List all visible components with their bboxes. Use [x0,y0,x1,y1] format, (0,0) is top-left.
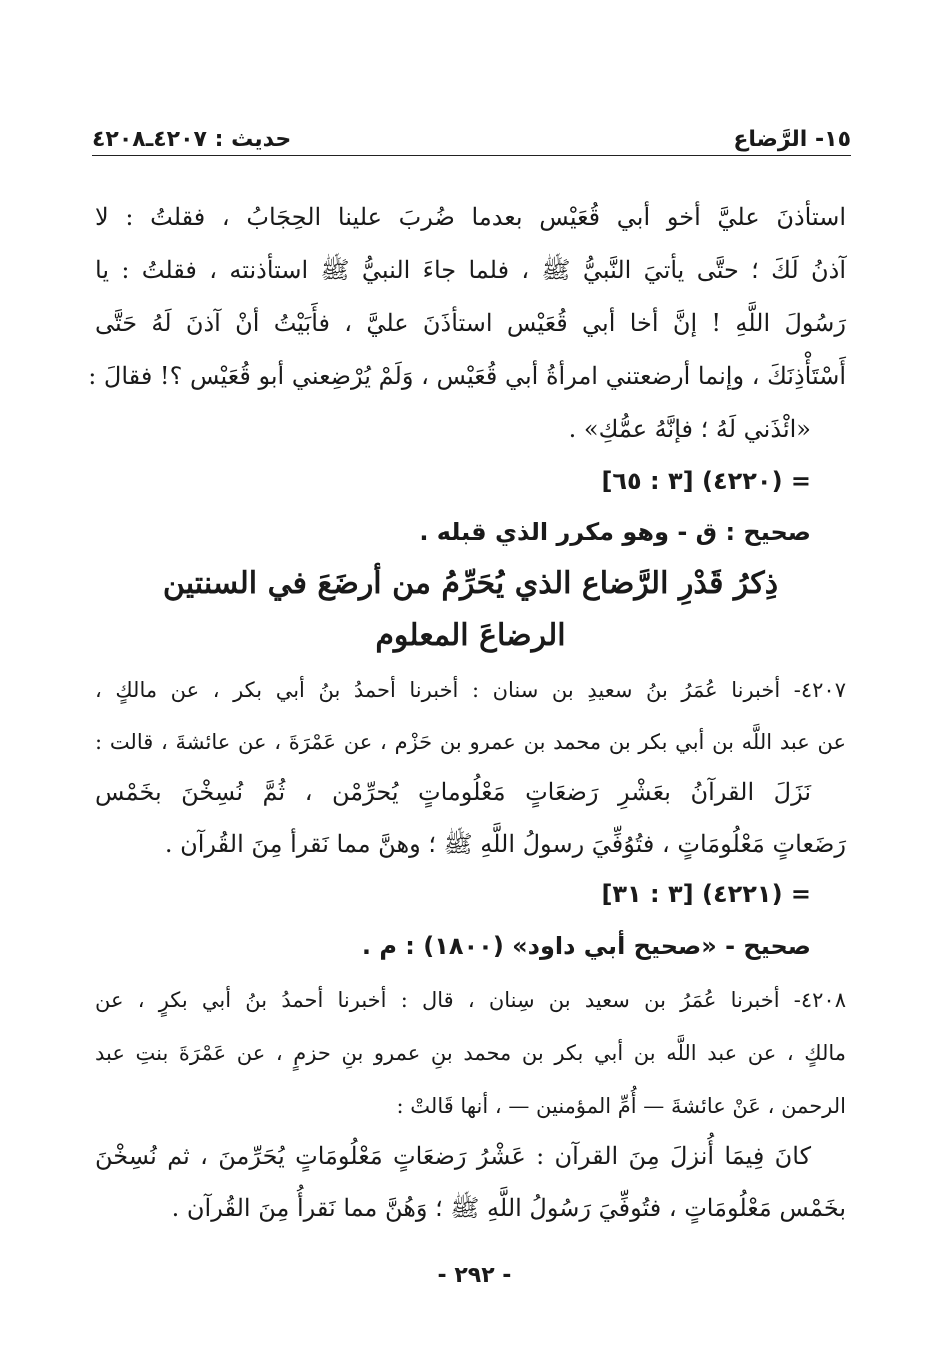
reference-line: = (٤٢٢١) [٣ : ٣١] [601,880,811,908]
hadith-range: حديث : ٤٢٠٧ـ٤٢٠٨ [92,127,292,152]
matn-line: نَزَلَ القرآنُ بعَشْرِ رَضعَاتٍ مَعْلُوماتٍ يُحرِّمْن ، ثُمَّ نُسِخْنَ بخَمْس [95,778,811,806]
isnad-line: ٤٢٠٧- أخبرنا عُمَرُ بنُ سعيدِ بن سنان : أخبرنا أحمدُ بنُ أبي بكر ، عن مالكٍ ، [95,678,846,702]
section-heading-line2: الرضاعَ المعلوم [375,618,566,653]
section-heading-line1: ذِكرُ قَدْرِ الرَّضاع الذي يُحَرِّمُ من أرضَعَ في السنتين [162,566,779,601]
isnad-line: ٤٢٠٨- أخبرنا عُمَرُ بن سعيد بن سِنان ، قال : أخبرنا أحمدُ بنُ أبي بكرٍ ، عن [95,988,846,1012]
reference-line: = (٤٢٢٠) [٣ : ٦٥] [601,467,811,495]
matn-line: رَضَعاتٍ مَعْلُومَاتٍ ، فتُوُفِّيَ رسولُ اللَّهِ ﷺ ؛ وهنَّ مما نَقرأ مِنَ القُرآن . [164,830,846,858]
text-line: أَسْتَأْذِنَكَ ، وإنما أرضعتني امرأةُ أبي قُعَيْس ، وَلَمْ يُرْضِعني أبو قُعَيْس ؟! فقالَ : [88,362,846,390]
text-line: رَسُولَ اللَّهِ ! إنَّ أخا أبي قُعَيْس استأذَنَ عليَّ ، فأَبَيْتُ أنْ آذنَ لَهُ حَتَّى [95,309,846,337]
isnad-line: مالكٍ ، عن عبد اللَّه بن أبي بكر بن محمد بنِ عمرو بنِ حزمٍ ، عن عَمْرَةَ بنتِ عبد [95,1041,846,1065]
text-line: «ائْذَني لَهُ ؛ فإنَّهُ عمُّكِ» . [568,415,811,443]
isnad-line: الرحمن ، عَنْ عائشةَ — أُمِّ المؤمنين — ، أنها قَالتْ : [396,1094,846,1118]
page-header [92,112,851,158]
text-line: آذنُ لَكَ ؛ حتَّى يأتيَ النَّبيُّ ﷺ ، فلما جاءَ النبيُّ ﷺ استأذنته ، فقلتُ : يا [95,256,846,284]
matn-line: بخَمْس مَعْلُومَاتٍ ، فتُوفِّيَ رَسُولُ اللَّهِ ﷺ ؛ وَهُنَّ مما نَقرأُ مِنَ القُرآن . [171,1194,846,1222]
matn-line: كانَ فِيمَا أُنزلَ مِنَ القرآن : عَشْرُ رَضعَاتٍ مَعْلُومَاتٍ يُحَرِّمنَ ، ثم نُسِخْنَ [95,1142,811,1170]
text-line: استأذنَ عليَّ أخو أبي قُعَيْس بعدما ضُربَ علينا الحِجَابُ ، فقلتُ : لا [95,203,846,231]
isnad-line: عن عبد اللَّه بن أبي بكر بن محمد بن عمرو بن حَزْم ، عن عَمْرَةَ ، عن عائشةَ ، قالت : [95,730,846,754]
grade-line: صحيح : ق - وهو مكرر الذي قبله . [419,518,811,546]
page-number: - ٢٩٢ - [437,1263,512,1288]
grade-line: صحيح - «صحيح أبي داود» (١٨٠٠) : م . [361,932,811,960]
chapter-title: ١٥- الرَّضاع [733,127,851,152]
header-divider [92,155,851,156]
